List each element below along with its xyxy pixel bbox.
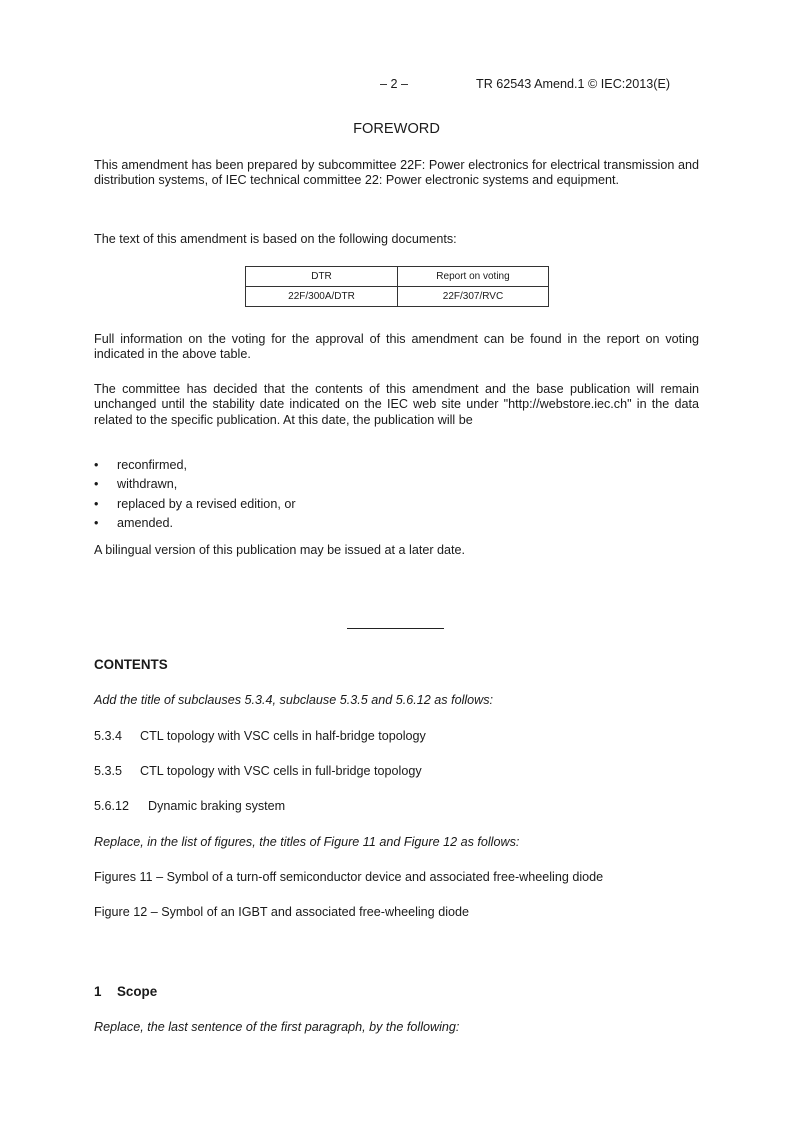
- list-item: [94, 477, 296, 496]
- bullet-icon: •: [94, 496, 99, 511]
- foreword-paragraph-3: Full information on the voting for the approval of this amendment can be found in the report on voting indicated in the above table.: [94, 332, 699, 362]
- scope-title: Scope: [117, 984, 158, 999]
- figure-title-11: Figures 11 – Symbol of a turn-off semiconductor device and associated free-wheeling diode: [94, 870, 604, 884]
- contents-instruction-2: Replace, in the list of figures, the titles of Figure 11 and Figure 12 as follows:: [94, 835, 520, 849]
- contents-heading: CONTENTS: [94, 657, 168, 672]
- contents-instruction-1: Add the title of subclauses 5.3.4, subclause 5.3.5 and 5.6.12 as follows:: [94, 693, 494, 707]
- foreword-paragraph-2: The text of this amendment is based on the following documents:: [94, 232, 457, 246]
- section-divider: [347, 628, 444, 629]
- table-row: [246, 287, 549, 307]
- page-number: – 2 –: [380, 77, 409, 91]
- bullet-icon: •: [94, 477, 99, 492]
- documents-table: [245, 266, 549, 307]
- contents-entry-number: 5.6.12: [94, 799, 130, 813]
- contents-entry-title: Dynamic braking system: [148, 799, 286, 813]
- publication-options-list: [94, 458, 296, 536]
- bullet-icon: •: [94, 516, 99, 531]
- contents-entry: [94, 729, 426, 743]
- foreword-paragraph-1: This amendment has been prepared by subcommittee 22F: Power electronics for electrical transmission and distribution systems, of IEC technical committee 22: Power electronic systems and equipment.: [94, 158, 699, 188]
- table-header-row: [246, 267, 549, 287]
- list-item-text: amended.: [117, 516, 174, 531]
- contents-entry-number: 5.3.5: [94, 764, 123, 778]
- table-header-cell: DTR: [246, 267, 398, 287]
- scope-instruction: Replace, the last sentence of the first paragraph, by the following:: [94, 1020, 460, 1034]
- list-item: [94, 516, 296, 535]
- figure-title-12: Figure 12 – Symbol of an IGBT and associated free-wheeling diode: [94, 905, 470, 919]
- contents-entry-title: CTL topology with VSC cells in full-bridge topology: [140, 764, 422, 778]
- table-cell: 22F/307/RVC: [398, 287, 549, 307]
- contents-entry-number: 5.3.4: [94, 729, 123, 743]
- foreword-title: FOREWORD: [353, 121, 440, 137]
- contents-entry: [94, 764, 422, 778]
- table-header-cell: Report on voting: [398, 267, 549, 287]
- contents-entry: [94, 799, 285, 813]
- scope-number: 1: [94, 984, 102, 999]
- scope-heading: [94, 984, 157, 999]
- list-item-text: reconfirmed,: [117, 458, 187, 472]
- contents-entry-title: CTL topology with VSC cells in half-bridge topology: [140, 729, 426, 743]
- list-item: [94, 497, 296, 516]
- list-item: [94, 458, 296, 477]
- list-item-text: replaced by a revised edition, or: [117, 496, 296, 511]
- bullet-icon: •: [94, 458, 99, 472]
- table-cell: 22F/300A/DTR: [246, 287, 398, 307]
- foreword-paragraph-4: The committee has decided that the contents of this amendment and the base publication will remain unchanged until the stability date indicated on the IEC web site under "http://webstore.iec.ch" in the data related to the specific publication. At this date, the publication will be: [94, 382, 699, 427]
- foreword-paragraph-5: A bilingual version of this publication may be issued at a later date.: [94, 543, 466, 557]
- document-reference: TR 62543 Amend.1 © IEC:2013(E): [476, 77, 671, 91]
- list-item-text: withdrawn,: [117, 477, 178, 492]
